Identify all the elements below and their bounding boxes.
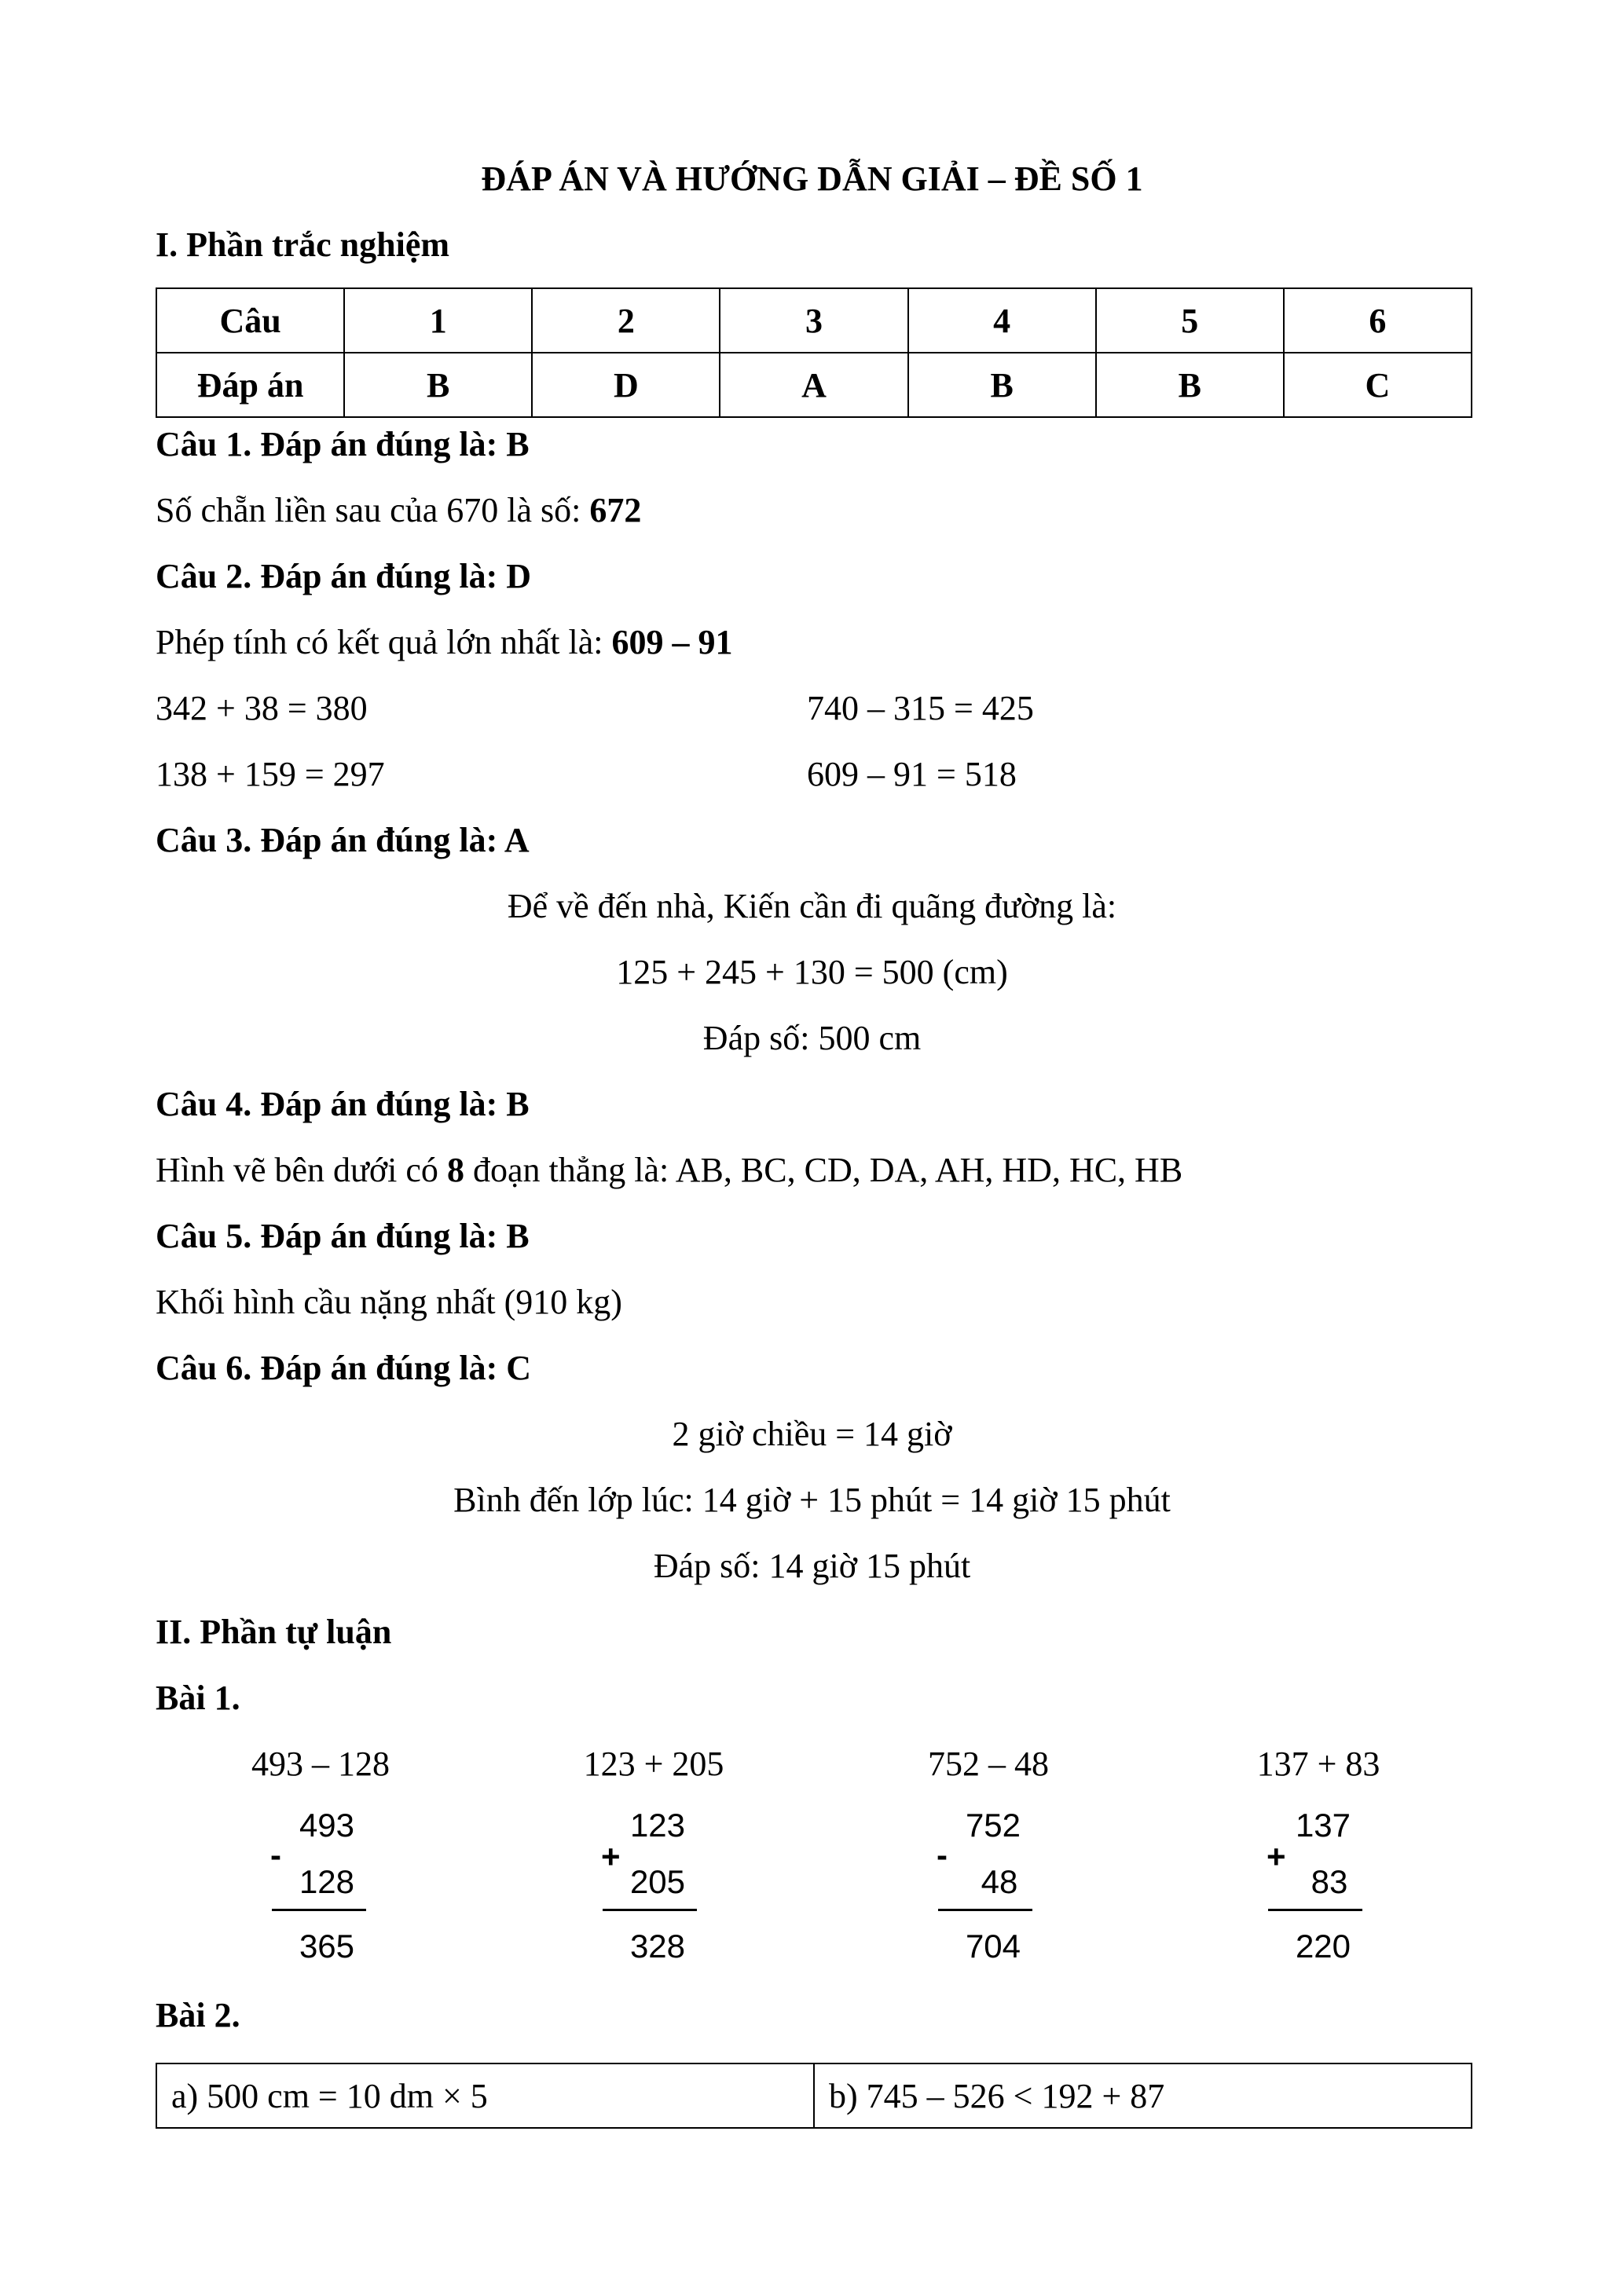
calc-operand-a: 493 — [299, 1807, 355, 1844]
bai2-comparison-table — [156, 2063, 1472, 2129]
q2-calc: 342 + 38 = 380 — [156, 689, 368, 727]
q1-heading: Câu 1. Đáp án đúng là: B — [156, 425, 530, 463]
q4-text-post: đoạn thẳng là: AB, BC, CD, DA, AH, HD, HC, HB — [464, 1151, 1183, 1189]
part1-heading: I. Phần trắc nghiệm — [156, 225, 449, 264]
answer-table-answer: D — [532, 353, 720, 417]
answer-table-label-question: Câu — [156, 288, 344, 353]
calc-result: 328 — [629, 1928, 686, 1965]
answer-table-answer: B — [908, 353, 1096, 417]
calc-result: 704 — [965, 1928, 1021, 1965]
bai1-expression: 493 – 128 — [251, 1745, 390, 1783]
bai1-column-calculation — [938, 1807, 1080, 1979]
bai2-part-a: a) 500 cm = 10 dm × 5 — [156, 2063, 814, 2128]
q3-line: 125 + 245 + 130 = 500 (cm) — [616, 953, 1008, 991]
answer-table-question: 1 — [344, 288, 532, 353]
bai2-row — [156, 2063, 1472, 2128]
part2-heading: II. Phần tự luận — [156, 1613, 392, 1651]
calc-operand-b: 48 — [981, 1863, 1018, 1900]
q6-line: Đáp số: 14 giờ 15 phút — [653, 1547, 971, 1585]
answer-table-question: 2 — [532, 288, 720, 353]
bai1-column-calculation — [1268, 1807, 1410, 1979]
calc-result-rule — [603, 1909, 697, 1911]
q1-explanation — [156, 490, 641, 531]
answer-table-question: 3 — [720, 288, 907, 353]
q3-heading: Câu 3. Đáp án đúng là: A — [156, 821, 530, 859]
calc-result-rule — [1268, 1909, 1362, 1911]
bai1-column-calculation — [272, 1807, 413, 1979]
page-title: ĐÁP ÁN VÀ HƯỚNG DẪN GIẢI – ĐỀ SỐ 1 — [481, 159, 1143, 198]
answer-table-question: 5 — [1096, 288, 1284, 353]
bai1-column-calculation — [603, 1807, 744, 1979]
answer-table-answer: B — [344, 353, 532, 417]
q4-answer-value: 8 — [446, 1151, 464, 1189]
answer-table-label-answer: Đáp án — [156, 353, 344, 417]
answer-table-answer: C — [1284, 353, 1472, 417]
q1-text: Số chẵn liền sau của 670 là số: — [156, 491, 590, 529]
calc-operand-a: 752 — [965, 1807, 1021, 1844]
q2-explanation — [156, 622, 733, 663]
q4-text-pre: Hình vẽ bên dưới có — [156, 1151, 447, 1189]
q4-heading: Câu 4. Đáp án đúng là: B — [156, 1085, 530, 1123]
bai1-expression: 123 + 205 — [583, 1745, 724, 1783]
q5-explanation: Khối hình cầu nặng nhất (910 kg) — [156, 1283, 622, 1321]
bai2-part-b: b) 745 – 526 < 192 + 87 — [814, 2063, 1472, 2128]
answer-table-answer: A — [720, 353, 907, 417]
answer-table-row-questions — [156, 288, 1472, 353]
calc-operand-b: 128 — [299, 1863, 355, 1900]
calc-operand-a: 137 — [1295, 1807, 1351, 1844]
calc-result-rule — [272, 1909, 366, 1911]
q4-explanation — [156, 1150, 1182, 1191]
answer-table-question: 4 — [908, 288, 1096, 353]
q2-calc: 740 – 315 = 425 — [807, 689, 1034, 727]
q6-heading: Câu 6. Đáp án đúng là: C — [156, 1349, 532, 1387]
q2-calc: 138 + 159 = 297 — [156, 755, 385, 793]
calc-operand-b: 205 — [629, 1863, 686, 1900]
bai2-heading: Bài 2. — [156, 1996, 240, 2034]
calc-result: 220 — [1295, 1928, 1351, 1965]
q3-line: Để về đến nhà, Kiến cần đi quãng đường là: — [507, 887, 1117, 925]
bai1-expression: 752 – 48 — [928, 1745, 1049, 1783]
answer-table-answer: B — [1096, 353, 1284, 417]
q6-line: 2 giờ chiều = 14 giờ — [672, 1415, 952, 1453]
calc-operand-a: 123 — [629, 1807, 686, 1844]
calc-operator: - — [937, 1836, 948, 1873]
q2-heading: Câu 2. Đáp án đúng là: D — [156, 557, 532, 595]
q3-line: Đáp số: 500 cm — [702, 1019, 922, 1057]
answer-table-row-answers — [156, 353, 1472, 417]
q2-calc: 609 – 91 = 518 — [807, 755, 1017, 793]
bai1-expression: 137 + 83 — [1256, 1745, 1380, 1783]
calc-operator: + — [1267, 1838, 1286, 1875]
answer-table — [156, 287, 1472, 418]
calc-result: 365 — [299, 1928, 355, 1965]
calc-result-rule — [938, 1909, 1032, 1911]
q2-text: Phép tính có kết quả lớn nhất là: — [156, 623, 612, 661]
calc-operator: + — [601, 1838, 621, 1875]
answer-table-question: 6 — [1284, 288, 1472, 353]
q5-heading: Câu 5. Đáp án đúng là: B — [156, 1217, 530, 1255]
q6-line: Bình đến lớp lúc: 14 giờ + 15 phút = 14 giờ 15 phút — [453, 1481, 1171, 1519]
bai1-heading: Bài 1. — [156, 1679, 240, 1717]
q2-answer-value: 609 – 91 — [611, 623, 733, 661]
calc-operator: - — [270, 1836, 281, 1873]
calc-operand-b: 83 — [1311, 1863, 1348, 1900]
q1-answer-value: 672 — [589, 491, 642, 529]
